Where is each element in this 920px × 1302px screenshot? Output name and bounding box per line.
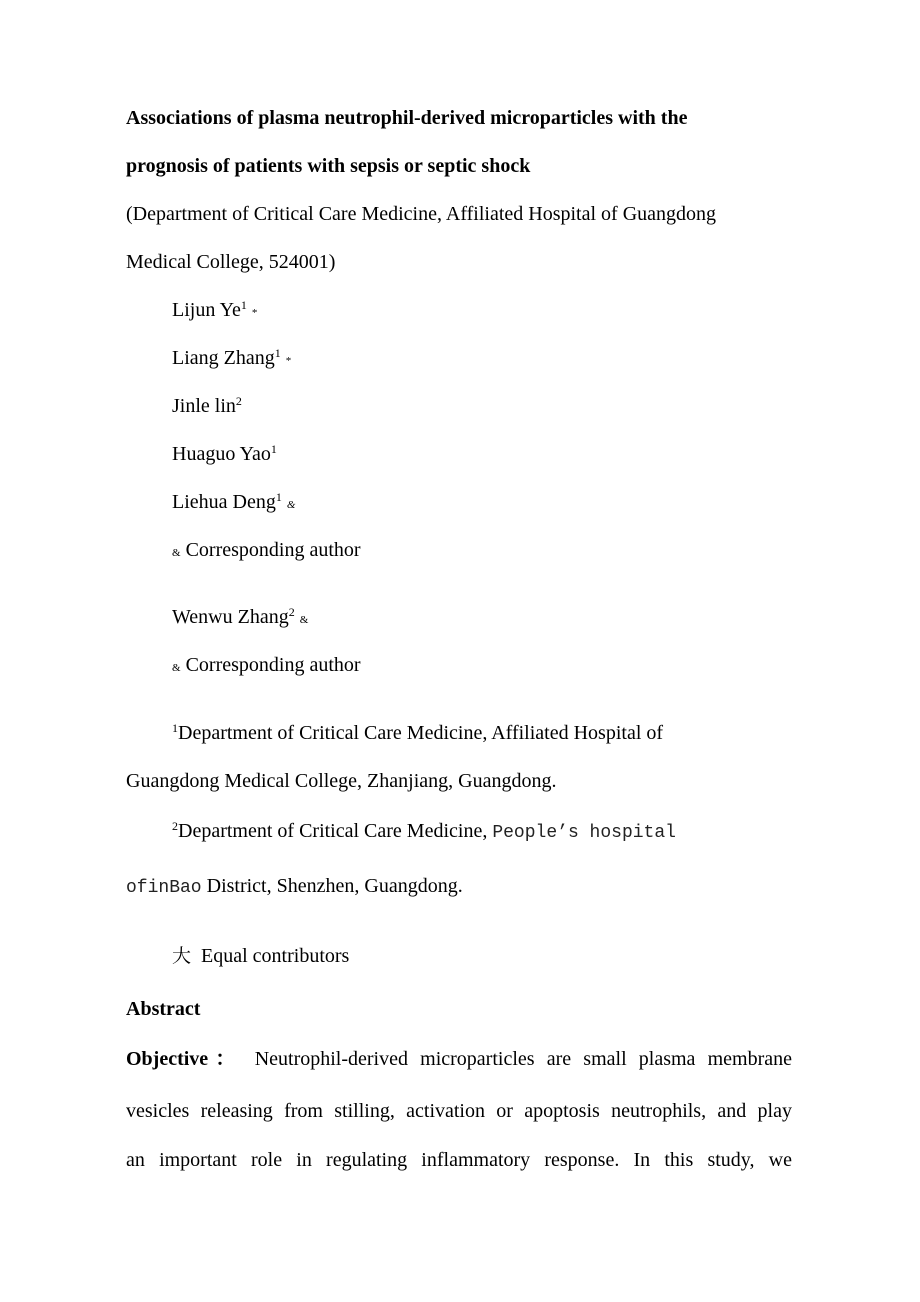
author-jinle-lin [172,394,242,420]
author-wenwu-zhang [172,605,308,632]
affiliation-district-prefix: ofinBao [126,878,202,898]
author-affiliation-sup: 2 [235,394,242,408]
equal-contributor-glyph: 大 [172,945,192,967]
equal-contributor-text: Equal contributors [201,945,350,967]
corresponding-author-note-1 [172,538,361,565]
author-mark: & [286,499,296,511]
affiliation-2-line-2 [126,874,463,900]
affiliation-1-line-1 [172,721,663,747]
author-affiliation-sup: 1 [270,442,277,456]
objective-text: Neutrophil-derived microparticles are small plasma membrane [254,1048,793,1070]
department-line-1: (Department of Critical Care Medicine, Affiliated Hospital of Guangdong [126,203,717,225]
author-liang-zhang [172,346,291,373]
objective-line-2: vesicles releasing from stilling, activation or apoptosis neutrophils, and play [126,1100,792,1122]
author-liehua-deng [172,490,295,517]
corresponding-mark: & [172,662,181,674]
corresponding-mark: & [172,547,181,559]
author-name: Wenwu Zhang [172,606,289,628]
affiliation-text: Department of Critical Care Medicine, Affiliated Hospital of [178,722,664,744]
objective-line-1 [126,1047,792,1071]
author-affiliation-sup: 1 [274,346,281,360]
affiliation-sup: 1 [172,721,178,735]
author-lijun-ye [172,298,257,325]
author-mark: & [299,614,309,626]
author-name: Huaguo Yao [172,443,271,465]
department-line-2: Medical College, 524001) [126,251,336,273]
affiliation-text: Department of Critical Care Medicine, [178,820,493,842]
author-mark: * [285,355,292,367]
author-name: Liehua Deng [172,491,276,513]
abstract-heading: Abstract [126,998,201,1020]
affiliation-district-text: District, Shenzhen, Guangdong. [201,875,463,897]
affiliation-sup: 2 [172,819,178,833]
corresponding-text: Corresponding author [185,654,361,676]
author-name: Lijun Ye [172,299,241,321]
objective-line-3: an important role in regulating inflammatory response. In this study, we [126,1149,792,1171]
author-affiliation-sup: 2 [288,605,295,619]
author-affiliation-sup: 1 [275,490,282,504]
affiliation-1-line-2: Guangdong Medical College, Zhanjiang, Guangdong. [126,770,557,792]
affiliation-2-line-1 [172,819,676,845]
author-mark: * [251,307,258,319]
affiliation-hospital: People’s hospital [492,823,676,843]
corresponding-text: Corresponding author [185,539,361,561]
author-name: Jinle lin [172,395,236,417]
corresponding-author-note-2 [172,653,361,680]
author-affiliation-sup: 1 [240,298,247,312]
objective-label: Objective： [126,1048,243,1070]
paper-title-line-1: Associations of plasma neutrophil-derived microparticles with the [126,107,688,129]
author-name: Liang Zhang [172,347,275,369]
paper-title-line-2: prognosis of patients with sepsis or septic shock [126,155,531,177]
equal-contributors-note [172,944,349,968]
author-huaguo-yao [172,442,277,468]
